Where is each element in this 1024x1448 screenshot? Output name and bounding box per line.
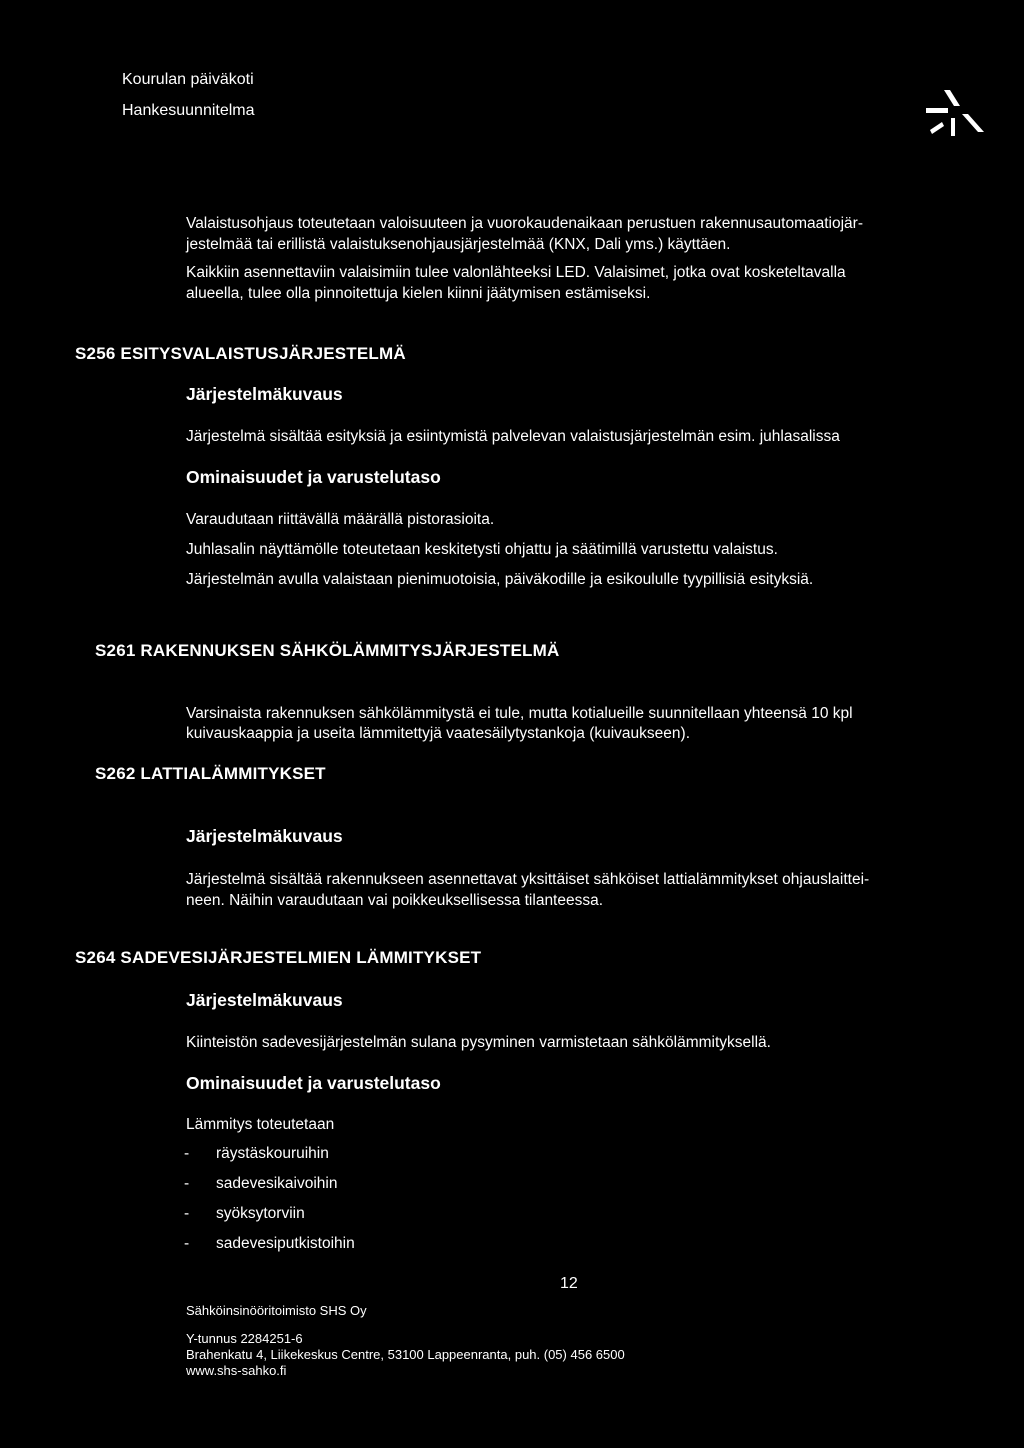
s262-subheading-description: Järjestelmäkuvaus [186, 826, 343, 846]
list-item-text: sadevesikaivoihin [216, 1175, 338, 1192]
s262-text-line-1: Järjestelmä sisältää rakennukseen asennettavat yksittäiset sähköiset lattialämmitykset ohjauslaittei- [186, 871, 870, 888]
s256-feature-3: Järjestelmän avulla valaistaan pienimuotoisia, päiväkodille ja esikoululle tyypillisiä esityksiä. [186, 571, 814, 588]
list-item [184, 1205, 305, 1223]
intro-paragraph-1-line-2: jestelmää tai erillistä valaistuksenohjausjärjestelmää (KNX, Dali yms.) käyttäen. [186, 236, 731, 253]
intro-paragraph-1-line-1: Valaistusohjaus toteutetaan valoisuuteen ja vuorokaudenaikaan perustuen rakennusautomaatiojär- [186, 215, 864, 232]
s256-feature-2: Juhlasalin näyttämölle toteutetaan keskitetysti ohjattu ja säätimillä varustettu valaistus. [186, 541, 778, 558]
s262-text-line-2: neen. Näihin varaudutaan vai poikkeuksellisessa tilanteessa. [186, 892, 604, 909]
page-number: 12 [560, 1275, 578, 1292]
s261-text-line-1: Varsinaista rakennuksen sähkölämmitystä ei tule, mutta kotialueille suunnitellaan yhteensä 10 kpl [186, 705, 853, 722]
s261-text-line-2: kuivauskaappia ja useita lämmitettyjä vaatesäilytystankoja (kuivaukseen). [186, 725, 690, 742]
s264-subheading-description: Järjestelmäkuvaus [186, 990, 343, 1010]
footer-website: www.shs-sahko.fi [186, 1363, 287, 1378]
bullet-dash: - [184, 1145, 190, 1162]
bullet-dash: - [184, 1175, 190, 1192]
shs-logo-icon [920, 84, 990, 140]
list-item-text: räystäskouruihin [216, 1145, 329, 1162]
bullet-dash: - [184, 1205, 190, 1222]
s264-list-intro: Lämmitys toteutetaan [186, 1116, 335, 1133]
section-heading-s256: S256 ESITYSVALAISTUSJÄRJESTELMÄ [75, 344, 406, 363]
bullet-dash: - [184, 1235, 190, 1252]
intro-paragraph-2-line-1: Kaikkiin asennettaviin valaisimiin tulee valonlähteeksi LED. Valaisimet, jotka ovat kosketeltavalla [186, 264, 846, 281]
s256-subheading-description: Järjestelmäkuvaus [186, 384, 343, 404]
s256-description: Järjestelmä sisältää esityksiä ja esiintymistä palvelevan valaistusjärjestelmän esim. juhlasalissa [186, 428, 840, 445]
section-heading-s264: S264 SADEVESIJÄRJESTELMIEN LÄMMITYKSET [75, 948, 482, 967]
list-item [184, 1145, 329, 1163]
intro-paragraph-2-line-2: alueella, tulee olla pinnoitettuja kielen kiinni jäätymisen estämiseksi. [186, 285, 651, 302]
list-item-text: sadevesiputkistoihin [216, 1235, 355, 1252]
s264-subheading-features: Ominaisuudet ja varustelutaso [186, 1073, 441, 1093]
footer-company: Sähköinsinööritoimisto SHS Oy [186, 1303, 367, 1318]
s256-subheading-features: Ominaisuudet ja varustelutaso [186, 467, 441, 487]
footer-address: Brahenkatu 4, Liikekeskus Centre, 53100 Lappeenranta, puh. (05) 456 6500 [186, 1347, 625, 1362]
footer-business-id: Y-tunnus 2284251-6 [186, 1331, 303, 1346]
list-item-text: syöksytorviin [216, 1205, 305, 1222]
section-heading-s261: S261 RAKENNUKSEN SÄHKÖLÄMMITYSJÄRJESTELMÄ [95, 641, 560, 660]
header-document-type: Hankesuunnitelma [122, 102, 255, 119]
s256-feature-1: Varaudutaan riittävällä määrällä pistorasioita. [186, 511, 495, 528]
section-heading-s262: S262 LATTIALÄMMITYKSET [95, 764, 326, 783]
list-item [184, 1235, 355, 1253]
header-project-name: Kourulan päiväkoti [122, 71, 254, 88]
s264-description: Kiinteistön sadevesijärjestelmän sulana pysyminen varmistetaan sähkölämmityksellä. [186, 1034, 771, 1051]
list-item [184, 1175, 338, 1193]
